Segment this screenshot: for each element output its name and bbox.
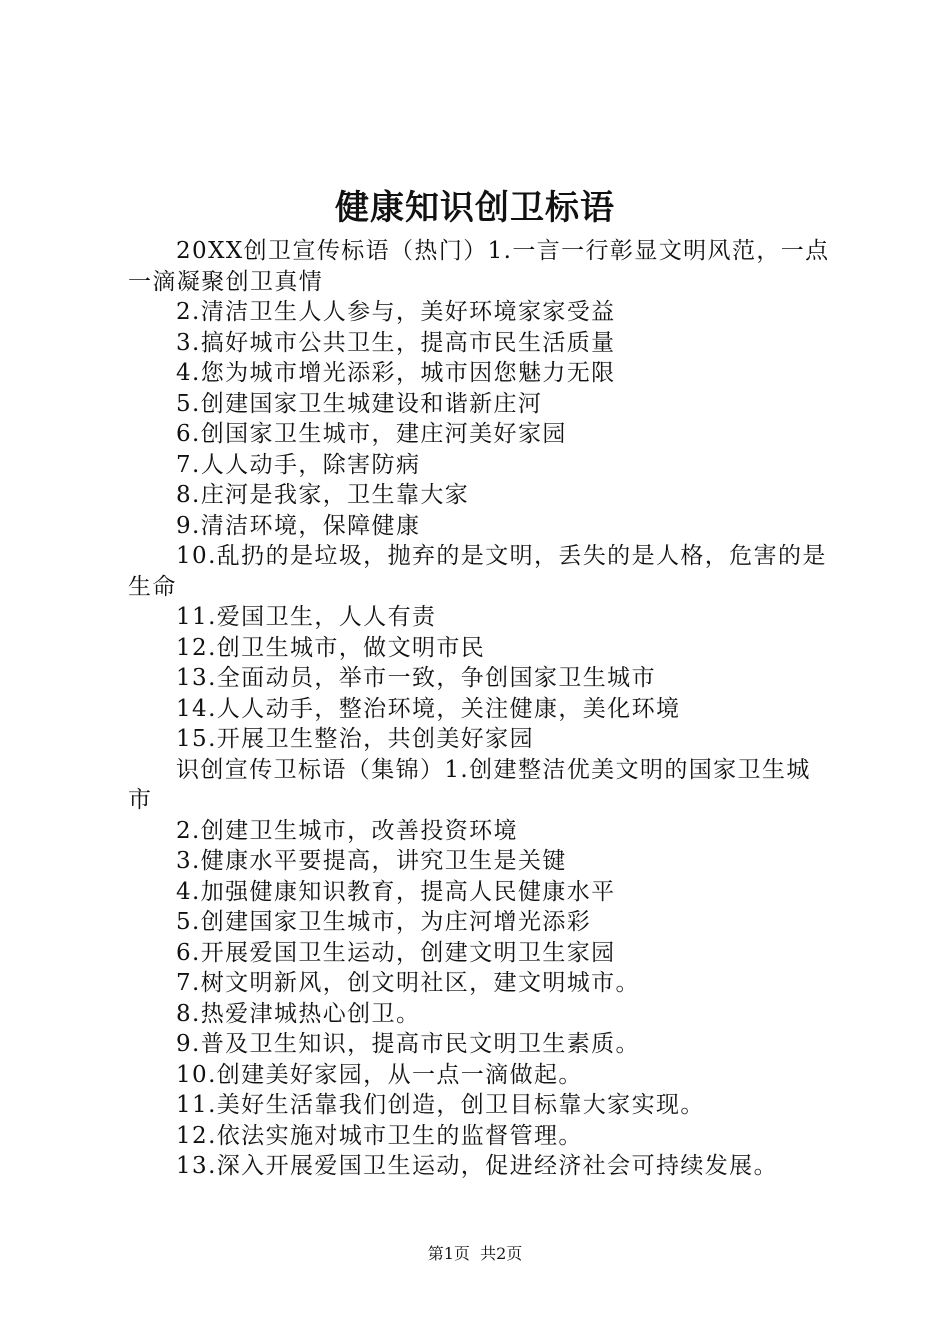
page-footer [0,1243,950,1265]
paragraph: 14.人人动手，整治环境，关注健康，美化环境 [176,695,681,722]
paragraph: 5.创建国家卫生城建设和谐新庄河 [176,390,543,417]
paragraph: 4.您为城市增光添彩，城市因您魅力无限 [176,360,616,386]
paragraph: 11.爱国卫生，人人有责 [176,604,437,630]
paragraph: 2.清洁卫生人人参与，美好环境家家受益 [176,299,616,325]
paragraph: 5.创建国家卫生城市，为庄河增光添彩 [176,909,592,935]
paragraph: 10.创建美好家园，从一点一滴做起。 [176,1061,583,1088]
paragraph: 6.开展爱国卫生运动，创建文明卫生家园 [176,939,616,966]
document-title: 健康知识创卫标语 [335,188,615,228]
paragraph: 12.依法实施对城市卫生的监督管理。 [176,1122,583,1149]
page-total: 共2页 [480,1244,523,1263]
paragraph: 6.创国家卫生城市，建庄河美好家园 [176,421,567,447]
paragraph: 10.乱扔的是垃圾，抛弃的是文明，丢失的是人格，危害的是生命 [128,543,827,600]
paragraph: 13.全面动员，举市一致，争创国家卫生城市 [176,665,656,691]
paragraph: 识创宣传卫标语（集锦）1.创建整洁优美文明的国家卫生城市 [128,756,811,813]
paragraph: 3.健康水平要提高，讲究卫生是关键 [176,848,567,874]
page-number: 第1页 [427,1244,470,1263]
paragraph: 7.树文明新风，创文明社区，建文明城市。 [176,970,640,996]
paragraph: 15.开展卫生整治，共创美好家园 [176,726,534,752]
paragraph: 20XX创卫宣传标语（热门）1.一言一行彰显文明风范，一点一滴凝聚创卫真情 [128,238,830,295]
paragraph: 12.创卫生城市，做文明市民 [176,634,486,661]
paragraph: 13.深入开展爱国卫生运动，促进经济社会可持续发展。 [176,1153,778,1179]
paragraph: 8.庄河是我家，卫生靠大家 [176,482,470,508]
document-body [128,236,834,1182]
paragraph: 11.美好生活靠我们创造，创卫目标靠大家实现。 [176,1092,705,1118]
paragraph: 3.搞好城市公共卫生，提高市民生活质量 [176,329,616,356]
paragraph: 9.清洁环境，保障健康 [176,512,421,539]
paragraph: 9.普及卫生知识，提高市民文明卫生素质。 [176,1031,640,1057]
paragraph: 2.创建卫生城市，改善投资环境 [176,817,518,844]
paragraph: 7.人人动手，除害防病 [176,451,421,478]
paragraph: 4.加强健康知识教育，提高人民健康水平 [176,878,616,905]
paragraph: 8.热爱津城热心创卫。 [176,1000,421,1027]
